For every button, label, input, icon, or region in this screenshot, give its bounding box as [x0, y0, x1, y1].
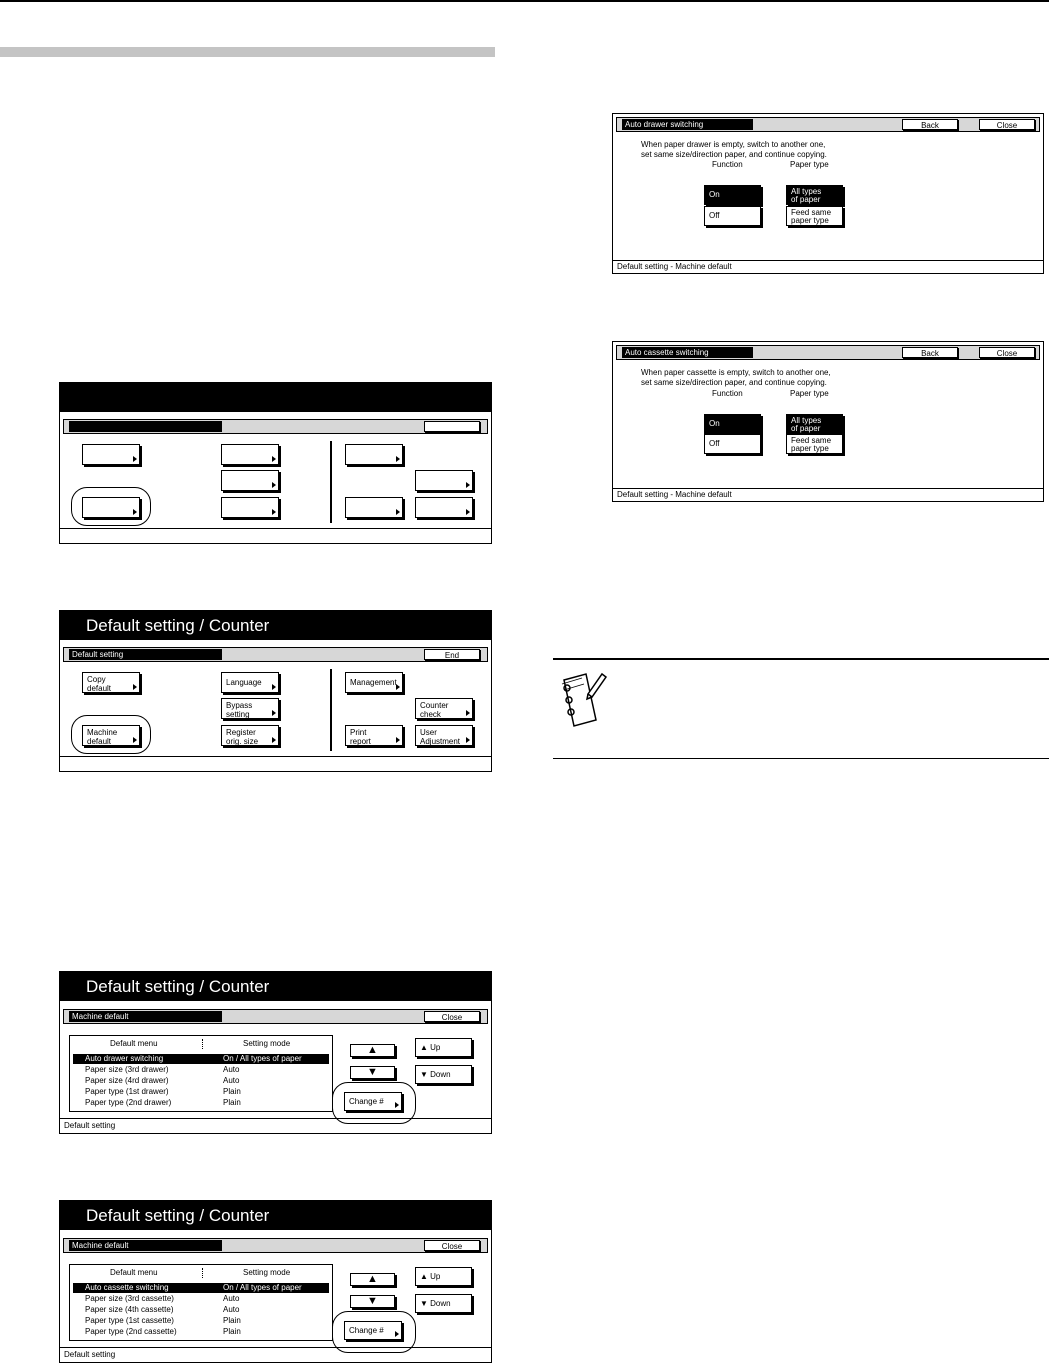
table-row[interactable]: Paper size (4th cassette) Auto — [85, 1305, 240, 1314]
note-top-rule — [553, 658, 1049, 660]
feed-same-paper-button[interactable]: Feed same paper type — [786, 434, 843, 454]
close-button[interactable]: Close — [979, 347, 1035, 358]
page-up-button[interactable] — [415, 1038, 472, 1057]
top-rule — [0, 0, 1049, 2]
function-on-button[interactable]: On — [704, 185, 761, 205]
management-button[interactable]: Management — [345, 672, 403, 693]
footer — [60, 756, 491, 771]
all-types-paper-button[interactable]: All types of paper — [786, 414, 843, 434]
screen-auto-cassette-switching — [612, 341, 1044, 502]
close-button[interactable]: Close — [424, 1240, 480, 1251]
status-bar — [63, 647, 488, 662]
column-header-menu: Default menu — [110, 1039, 158, 1048]
print-report-button[interactable] — [345, 497, 403, 518]
table-row[interactable]: Paper type (2nd drawer) Plain — [85, 1098, 241, 1107]
paper-type-label: Paper type — [790, 160, 829, 169]
column-separator — [202, 1268, 203, 1278]
section-header-bar — [0, 47, 495, 57]
copy-default-button[interactable] — [82, 444, 140, 465]
page-down-button[interactable] — [415, 1294, 472, 1313]
table-row[interactable]: Auto cassette switching On / All types of paper — [73, 1283, 329, 1293]
function-label: Function — [712, 160, 743, 169]
print-report-button[interactable]: Print report — [345, 725, 403, 746]
screen-machine-default-drawer — [59, 971, 492, 1134]
machine-default-button[interactable]: Machine default — [82, 725, 140, 746]
status-label: Auto drawer switching — [622, 119, 753, 130]
copy-default-button[interactable]: Copy default — [82, 672, 140, 693]
bypass-setting-button[interactable]: Bypass setting — [221, 698, 279, 719]
screen-default-setting — [59, 610, 492, 772]
feed-same-paper-button[interactable]: Feed same paper type — [786, 206, 843, 226]
footer — [60, 528, 491, 543]
table-row[interactable]: Paper type (1st cassette) Plain — [85, 1316, 241, 1325]
footer: Default setting — [60, 1118, 491, 1133]
close-button[interactable]: Close — [979, 119, 1035, 130]
end-button[interactable]: End — [424, 649, 480, 660]
counter-check-button[interactable]: Counter check — [415, 698, 473, 719]
table-row[interactable]: Paper size (4rd drawer) Auto — [85, 1076, 240, 1085]
down-arrow-icon: ▼ — [420, 1070, 428, 1079]
register-orig-size-button[interactable] — [221, 497, 279, 518]
back-button[interactable]: Back — [902, 119, 958, 130]
scroll-down-button[interactable]: ▼ — [350, 1295, 395, 1308]
table-row[interactable]: Auto drawer switching On / All types of paper — [73, 1054, 329, 1064]
management-button[interactable] — [345, 444, 403, 465]
column-header-mode: Setting mode — [243, 1039, 291, 1048]
table-row[interactable]: Paper type (1st drawer) Plain — [85, 1087, 241, 1096]
all-types-paper-button[interactable]: All types of paper — [786, 185, 843, 205]
function-off-button[interactable]: Off — [704, 206, 761, 226]
screen-auto-drawer-switching — [612, 113, 1044, 274]
screen-title: Default setting / Counter — [60, 972, 491, 1001]
counter-check-button[interactable] — [415, 470, 473, 491]
language-button[interactable]: Language — [221, 672, 279, 693]
close-button[interactable]: Close — [424, 1011, 480, 1022]
down-label: Down — [430, 1070, 451, 1079]
user-adjustment-button[interactable]: User Adjustment — [415, 725, 473, 746]
paper-type-label: Paper type — [790, 389, 829, 398]
footer: Default setting - Machine default — [613, 260, 1043, 273]
back-button[interactable]: Back — [902, 347, 958, 358]
scroll-up-button[interactable]: ▲ — [350, 1044, 395, 1057]
status-bar — [616, 117, 1040, 132]
change-button[interactable]: Change # — [344, 1092, 402, 1111]
column-separator — [202, 1039, 203, 1049]
highlight-oval — [71, 715, 151, 754]
screen-title: Default setting / Counter — [60, 611, 491, 640]
footer: Default setting - Machine default — [613, 488, 1043, 501]
down-arrow-icon: ▼ — [420, 1299, 428, 1308]
function-off-button[interactable]: Off — [704, 434, 761, 454]
status-label — [69, 421, 222, 432]
up-arrow-icon: ▲ — [420, 1272, 428, 1281]
note-bottom-rule — [553, 758, 1049, 759]
down-label: Down — [430, 1299, 451, 1308]
table-row[interactable]: Paper type (2nd cassette) Plain — [85, 1327, 241, 1336]
status-label: Machine default — [69, 1240, 222, 1251]
status-bar — [63, 1238, 488, 1253]
column-header-menu: Default menu — [110, 1268, 158, 1277]
page-up-button[interactable] — [415, 1267, 472, 1286]
bypass-setting-button[interactable] — [221, 470, 279, 491]
footer: Default setting — [60, 1347, 491, 1362]
function-label: Function — [712, 389, 743, 398]
description-line-1: When paper cassette is empty, switch to another one, — [641, 368, 831, 377]
table-row[interactable]: Paper size (3rd cassette) Auto — [85, 1294, 240, 1303]
status-label: Machine default — [69, 1011, 222, 1022]
scroll-down-button[interactable]: ▼ — [350, 1066, 395, 1079]
screen-title: Default setting / Counter — [60, 1201, 491, 1230]
description-line-2: set same size/direction paper, and continue copying. — [641, 378, 827, 387]
screen-default-setting-blank — [59, 382, 492, 544]
up-label: Up — [430, 1043, 441, 1052]
screen-machine-default-cassette — [59, 1200, 492, 1363]
divider — [330, 669, 332, 751]
register-orig-size-button[interactable]: Register orig. size — [221, 725, 279, 746]
up-arrow-icon: ▲ — [420, 1043, 428, 1052]
user-adjustment-button[interactable] — [415, 497, 473, 518]
notepad-pencil-icon — [554, 668, 610, 730]
screen-title — [60, 383, 491, 412]
description-line-1: When paper drawer is empty, switch to another one, — [641, 140, 826, 149]
status-bar — [63, 419, 488, 434]
column-header-mode: Setting mode — [243, 1268, 291, 1277]
highlight-oval — [71, 487, 151, 526]
default-menu-list — [69, 1264, 333, 1341]
page-down-button[interactable] — [415, 1065, 472, 1084]
status-label: Default setting — [69, 649, 222, 660]
table-row[interactable]: Paper size (3rd drawer) Auto — [85, 1065, 240, 1074]
up-label: Up — [430, 1272, 441, 1281]
language-button[interactable] — [221, 444, 279, 465]
status-label: Auto cassette switching — [622, 347, 753, 358]
default-menu-list — [69, 1035, 333, 1112]
change-button[interactable]: Change # — [344, 1321, 402, 1340]
divider — [330, 441, 332, 523]
end-button[interactable] — [424, 421, 480, 432]
function-on-button[interactable]: On — [704, 414, 761, 434]
description-line-2: set same size/direction paper, and continue copying. — [641, 150, 827, 159]
status-bar — [63, 1009, 488, 1024]
status-bar — [616, 345, 1040, 360]
scroll-up-button[interactable]: ▲ — [350, 1273, 395, 1286]
